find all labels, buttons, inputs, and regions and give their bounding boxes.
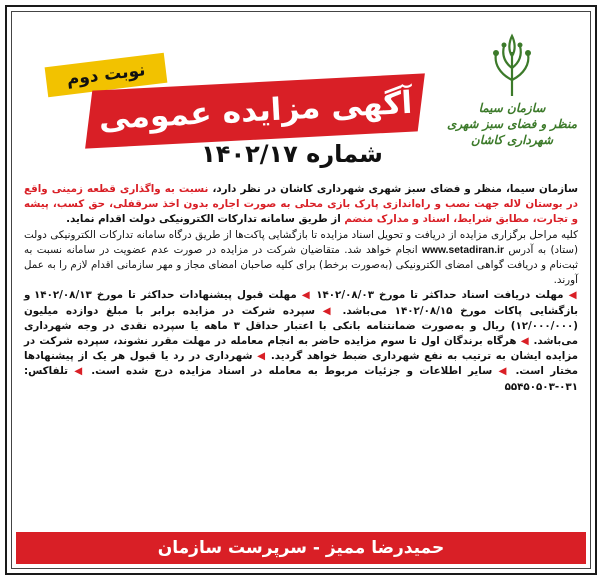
paragraph-conditions: [24, 288, 578, 394]
condition-deadline-docs: مهلت دریافت اسناد حداکثر تا مورخ ۱۴۰۲/۰۸/۰۳: [316, 289, 564, 302]
condition-deposit: سپرده شرکت در مزایده برابر با مبلغ دوازده میلیون (۱۲/۰۰۰/۰۰۰) ریال و به‌صورت ضمانتنامه بانکی با اعتبار حداقل ۳ ماهه یا سپرده نقدی در وجه شهرداری می‌باشد.: [24, 304, 578, 348]
intro-end: از طریق سامانه تدارکات الکترونیکی دولت اقدام نماید.: [66, 213, 345, 226]
logo-line-3: شهرداری کاشان: [470, 133, 554, 147]
condition-forfeit: هرگاه برندگان اول تا سوم مزایده حاضر به انجام معامله در مهلت مقرر نشوند، سپرده شرکت در مزایده ایشان به ترتیب به نفع شهرداری ضبط خواهد گردید.: [24, 335, 578, 363]
notice-body: [24, 182, 578, 395]
procedure-text-b: انجام خواهد شد. متقاضیان شرکت در مزایده در صورت عدم عضویت در سامانه نسبت به ثبت‌نام و دریافت گواهی امضای الکترونیکی (به‌صورت برخط) برای کلیه صاحبان امضای مجاز و مهر سازمانی اقدام لازم را به عمل آورند.: [24, 243, 578, 287]
signature-text: حمیدرضا ممیز - سرپرست سازمان: [157, 538, 445, 558]
notice-frame: [5, 5, 597, 575]
notice-inner-border: [11, 11, 591, 569]
intro-text: سازمان سیما، منظر و فضای سبز شهری شهرداری کاشان در نظر دارد،: [208, 183, 579, 195]
intro-highlight: نسبت به واگذاری قطعه زمینی واقع در بوستان لاله جهت نصب و راه‌اندازی پارک بازی محلی به صورت اجاره بدون اخذ سرقفلی، حق کسب، پیشه و تجارت، مطابق شرایط، اسناد و مدارک منضم: [24, 183, 578, 226]
notice-number: شماره ۱۴۰۲/۱۷: [201, 140, 383, 168]
turn-badge: نوبت دوم: [45, 53, 168, 97]
organization-logo: [442, 30, 582, 180]
notice-header: [12, 12, 590, 182]
bullet-arrow-icon: ◀: [252, 350, 271, 363]
contact-fax: تلفاکس: ۰۳۱-۵۵۴۵۰۵۰۳: [24, 365, 578, 393]
tree-emblem-icon: [482, 30, 542, 100]
paragraph-intro: [24, 182, 578, 228]
logo-text: [442, 100, 582, 148]
bullet-arrow-icon: ◀: [492, 365, 516, 378]
signature-bar: [16, 532, 586, 564]
logo-line-2: منظر و فضای سبز شهری: [446, 117, 578, 131]
bullet-arrow-icon: ◀: [314, 304, 343, 317]
bullet-arrow-icon: ◀: [68, 365, 92, 378]
bullet-arrow-icon: ◀: [296, 289, 317, 302]
paragraph-procedure: [24, 228, 578, 289]
bullet-arrow-icon: ◀: [563, 289, 579, 302]
condition-rejection: شهرداری در رد یا قبول هر یک از پیشنهادها مختار است.: [24, 350, 578, 378]
notice-title: آگهی مزایده عمومی: [97, 85, 413, 137]
bullet-arrow-icon: ◀: [516, 335, 534, 348]
condition-other-info: سایر اطلاعات و جزئیات مربوط به معامله در اسناد مزایده درج شده است.: [91, 365, 493, 378]
condition-deadline-offers: مهلت قبول پیشنهادات حداکثر تا مورخ ۱۴۰۲/۰۸/۱۳ و بازگشایی پاکات مورخ ۱۴۰۲/۰۸/۱۵ می‌باشد.: [24, 289, 579, 317]
setad-website-link[interactable]: www.setadiran.ir: [421, 244, 504, 256]
procedure-text-a: کلیه مراحل برگزاری مزایده از دریافت و تحویل اسناد مزایده تا بازگشایی پاکت‌ها از طریق درگاه سامانه تدارکات الکترونیکی دولت (ستاد) به آدرس: [24, 228, 579, 256]
logo-line-1: سازمان سیما: [478, 101, 546, 115]
